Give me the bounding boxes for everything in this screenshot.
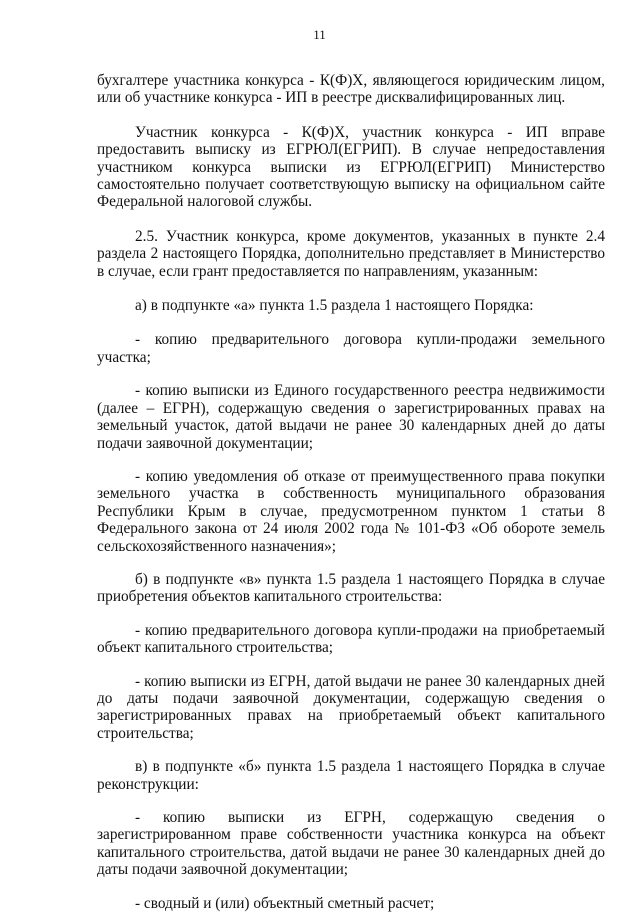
paragraph-egrn-land: - копию выписки из Единого государственного реестра недвижимости (далее – ЕГРН), содержащую сведения о зарегистрированных правах на земельный участок, датой выдачи не ранее 30 календарных дней до даты подачи заявочной документации; <box>97 382 605 452</box>
document-body <box>97 72 605 912</box>
paragraph-egrn-object: - копию выписки из ЕГРН, датой выдачи не ранее 30 календарных дней до даты подачи заявочной документации, содержащую сведения о зарегистрированных правах на приобретаемый объект капитального строительства; <box>97 672 605 742</box>
paragraph-subitem-v: в) в подпункте «б» пункта 1.5 раздела 1 настоящего Порядка в случае реконструкции: <box>97 758 605 793</box>
paragraph-extract-right: Участник конкурса - К(Ф)Х, участник конкурса - ИП вправе предоставить выписку из ЕГРЮЛ(ЕГРИП). В случае непредоставления участником конкурса выписки из ЕГРЮЛ(ЕГРИП) Министерство самостоятельно получает соответствующую выписку на официальном сайте Федеральной налоговой службы. <box>97 123 605 211</box>
paragraph-subitem-b: б) в подпункте «в» пункта 1.5 раздела 1 настоящего Порядка в случае приобретения объектов капитального строительства: <box>97 570 605 606</box>
paragraph-preemptive-right: - копию уведомления об отказе от преимущественного права покупки земельного участка в собственность муниципального образования Республики Крым в случае, предусмотренном пунктом 1 статьи 8 Федерального закона от 24 июля 2002 года № 101-ФЗ «Об обороте земель сельскохозяйственного назначения»; <box>97 467 605 555</box>
paragraph-egrn-ownership: - копию выписки из ЕГРН, содержащую сведения о зарегистрированном праве собственности участника конкурса на объект капитального строительства, датой выдачи не ранее 30 календарных дней до даты подачи заявочной документации; <box>97 809 605 879</box>
paragraph-estimate: - сводный и (или) объектный сметный расчет; <box>135 894 435 912</box>
paragraph-land-contract: - копию предварительного договора купли-продажи земельного участка; <box>97 331 605 366</box>
paragraph-continuation: бухгалтере участника конкурса - К(Ф)Х, являющегося юридическим лицом, или об участнике конкурса - ИП в реестре дисквалифицированных лиц. <box>97 72 605 107</box>
paragraph-object-contract: - копию предварительного договора купли-продажи на приобретаемый объект капитального строительства; <box>97 621 605 657</box>
paragraph-subitem-a: а) в подпункте «а» пункта 1.5 раздела 1 настоящего Порядка: <box>135 297 534 315</box>
page-number: 11 <box>313 27 326 42</box>
paragraph-2-5: 2.5. Участник конкурса, кроме документов, указанных в пункте 2.4 раздела 2 настоящего Порядка, дополнительно представляет в Министерство в случае, если грант предоставляется по направлениям, указанным: <box>97 227 605 280</box>
